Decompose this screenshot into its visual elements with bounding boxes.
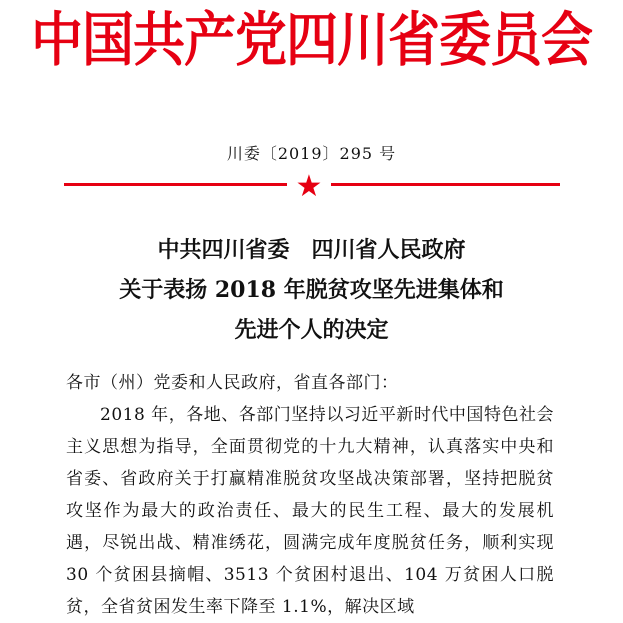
divider-rule-right [331, 183, 560, 186]
red-divider [0, 169, 623, 205]
title-line-2: 关于表扬 2018 年脱贫攻坚先进集体和 [119, 277, 504, 303]
document-title [0, 230, 623, 350]
star-icon: ★ [295, 169, 323, 204]
title-line-3: 先进个人的决定 [234, 317, 389, 343]
masthead-title: 中国共产党四川省委员会 [30, 7, 592, 75]
document-number: 川委〔2019〕295 号 [226, 144, 397, 163]
title-line-1: 中共四川省委 四川省人民政府 [157, 237, 466, 263]
body-paragraph-1: 2018 年，各地、各部门坚持以习近平新时代中国特色社会主义思想为指导，全面贯彻党的十九大精神，认真落实中央和省委、省政府关于打赢精准脱贫攻坚战决策部署，坚持把脱贫攻坚作为最大的政治责任、最大的民生工程、最大的发展机遇，尽锐出战、精准绣花，圆满完成年度脱贫任务，顺利实现 30 个贫困县摘帽、3513 个贫困村退出、104 万贫困人口脱贫，全省贫困发生率下降至 1.1%，解决区域 [66, 405, 554, 617]
divider-rule-left [64, 183, 287, 186]
salutation: 各市（州）党委和人民政府，省直各部门： [66, 373, 399, 393]
document-body [66, 367, 554, 623]
